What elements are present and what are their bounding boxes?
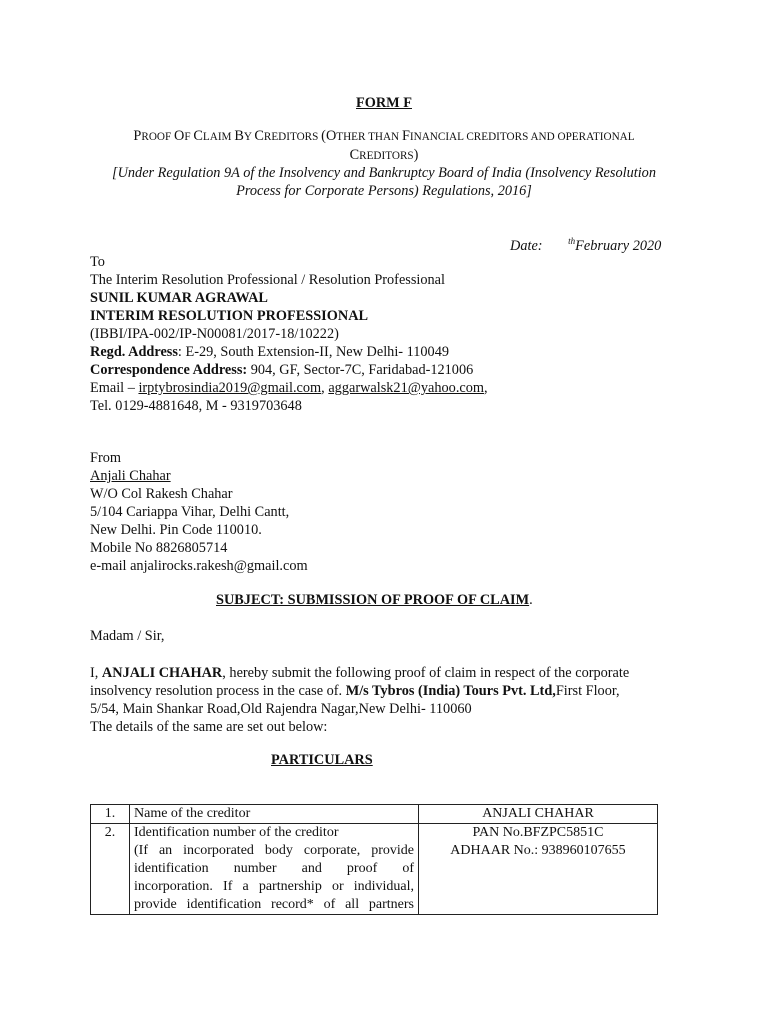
recipient-registration: (IBBI/IPA-002/IP-N00081/2017-18/10222): [90, 326, 339, 342]
email-link-2[interactable]: aggarwalsk21@yahoo.com: [328, 380, 485, 396]
pan-number: PAN No.BFZPC5851C: [472, 825, 604, 840]
sender-address-line2: New Delhi. Pin Code 110010.: [90, 522, 262, 538]
date-line: [510, 236, 661, 255]
sender-email: e-mail anjalirocks.rakesh@gmail.com: [90, 558, 308, 574]
date-suffix: th: [568, 236, 576, 246]
row-description: Name of the creditor: [130, 805, 419, 824]
regulation-line1: [Under Regulation 9A of the Insolvency and Bankruptcy Board of India (Insolvency Resolution: [112, 165, 656, 181]
sender-address-line1: 5/104 Cariappa Vihar, Delhi Cantt,: [90, 504, 290, 520]
body-line1: I, ANJALI CHAHAR, hereby submit the following proof of claim in respect of the corporate: [90, 665, 630, 681]
description-line: provide identification record* of all partners: [134, 897, 414, 912]
row-number: 1.: [91, 805, 130, 824]
recipient-name: SUNIL KUMAR AGRAWAL: [90, 290, 268, 306]
description-line: incorporation. If a partnership or individual,: [134, 879, 414, 894]
table-row: [91, 805, 658, 824]
row-number: 2.: [91, 824, 130, 915]
row-description: [130, 824, 419, 915]
description-line: (If an incorporated body corporate, provide: [134, 843, 414, 858]
regulation-line2: Process for Corporate Persons) Regulations, 2016]: [236, 183, 532, 199]
salutation: Madam / Sir,: [90, 628, 165, 644]
email-link-1[interactable]: irptybrosindia2019@gmail.com: [138, 380, 322, 396]
date-label: Date:: [510, 238, 543, 254]
aadhaar-number: ADHAAR No.: 938960107655: [450, 843, 626, 858]
recipient-telephone: Tel. 0129-4881648, M - 9319703648: [90, 398, 302, 414]
recipient-title: INTERIM RESOLUTION PROFESSIONAL: [90, 308, 369, 324]
sender-mobile: Mobile No 8826805714: [90, 540, 228, 556]
registered-address: Regd. Address: E-29, South Extension-II, New Delhi- 110049: [90, 344, 449, 360]
from-label: From: [90, 450, 121, 466]
sender-relation: W/O Col Rakesh Chahar: [90, 486, 233, 502]
body-line4: The details of the same are set out below:: [90, 719, 328, 735]
to-label: To: [90, 254, 105, 270]
sender-name: Anjali Chahar: [90, 468, 171, 484]
date-value: February 2020: [575, 238, 662, 254]
description-line: identification number and proof of: [134, 861, 414, 876]
particulars-table: [90, 804, 658, 915]
proof-of-claim-heading-line1: PROOF OF CLAIM BY CREDITORS (OTHER THAN FINANCIAL CREDITORS AND OPERATIONAL: [133, 128, 635, 144]
form-title: FORM F: [356, 95, 412, 111]
body-line3: 5/54, Main Shankar Road,Old Rajendra Nagar,New Delhi- 110060: [90, 701, 472, 717]
row-value: ANJALI CHAHAR: [419, 805, 658, 824]
proof-of-claim-heading-line2: CREDITORS): [349, 147, 419, 163]
row-value: [419, 824, 658, 915]
body-line2: insolvency resolution process in the case of. M/s Tybros (India) Tours Pvt. Ltd,First Floor,: [90, 683, 620, 699]
recipient-email-line: Email – irptybrosindia2019@gmail.com, aggarwalsk21@yahoo.com,: [90, 380, 488, 396]
correspondence-address: Correspondence Address: 904, GF, Sector-7C, Faridabad-121006: [90, 362, 474, 378]
description-heading: Identification number of the creditor: [134, 825, 339, 840]
recipient-role: The Interim Resolution Professional / Resolution Professional: [90, 272, 445, 288]
subject-line: SUBJECT: SUBMISSION OF PROOF OF CLAIM.: [216, 592, 533, 608]
particulars-heading: PARTICULARS: [271, 752, 373, 768]
table-row: [91, 824, 658, 915]
